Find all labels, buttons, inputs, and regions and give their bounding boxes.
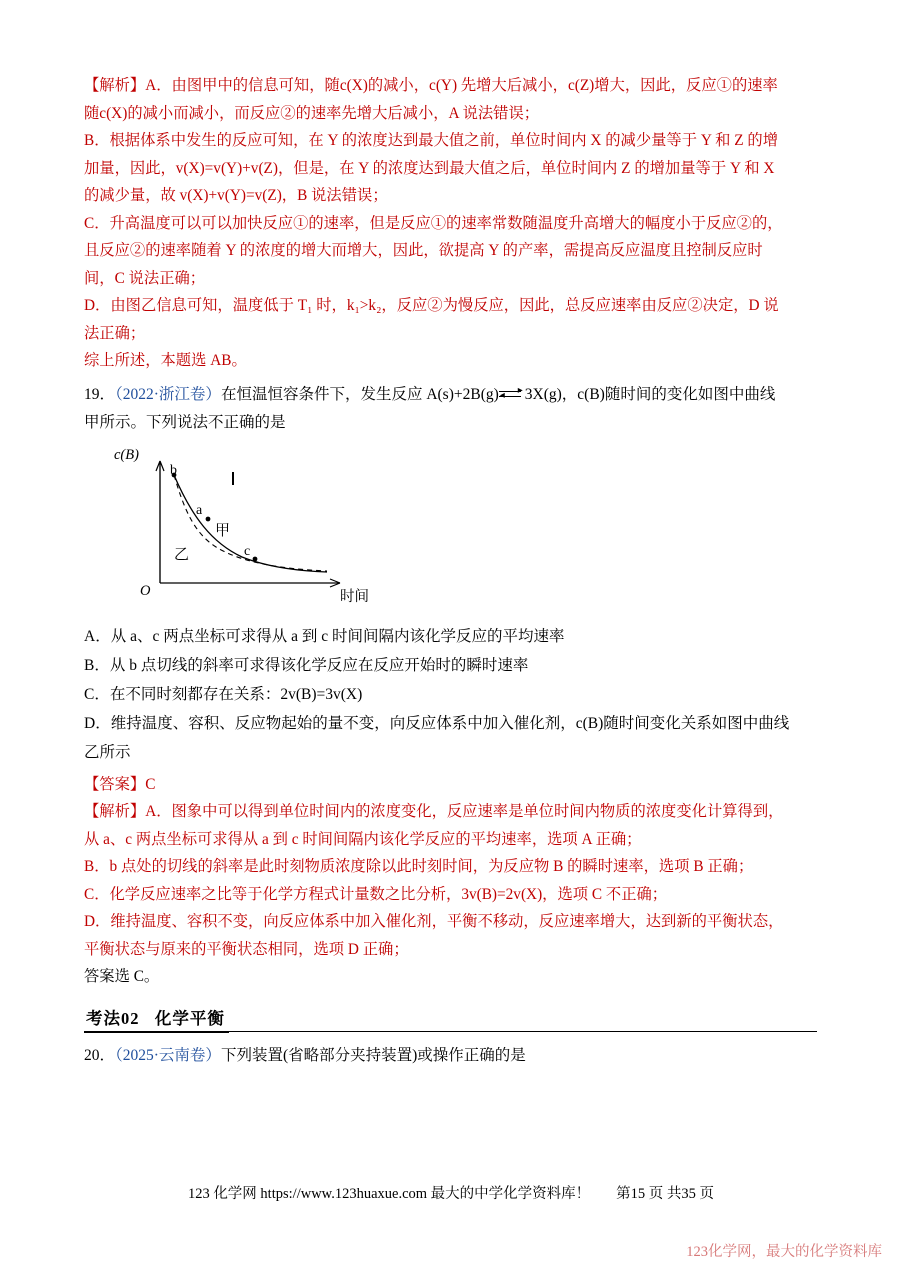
option-d: D．维持温度、容积、反应物起始的量不变，向反应体系中加入催化剂，c(B)随时间变化关系如图中曲线 [84,714,790,732]
curve-solid-label: 甲 [215,522,231,539]
analysis-text: A．图象中可以得到单位时间内的浓度变化，反应速率是单位时间内物质的浓度变化计算得到， [145,803,784,820]
answer-value: C [145,775,156,793]
analysis-line: D．维持温度、容积不变，向反应体系中加入催化剂，平衡不移动，反应速率增大，达到新的平衡状态， [84,913,784,930]
analysis-line: 的减少量，故 v(X)+v(Y)=v(Z)，B 说法错误； [84,187,388,204]
axis-label-x: 时间 [340,588,369,605]
point-a-label: a [196,502,203,518]
analysis-line: C．化学反应速率之比等于化学方程式计量数之比分析，3v(B)=2v(X)，选项 C 不正确； [84,885,668,903]
analysis-line: 平衡状态与原来的平衡状态相同，选项 D 正确； [84,940,409,958]
question-stem: 下列装置(省略部分夹持装置)或操作正确的是 [220,1046,526,1064]
analysis-line: B．b 点处的切线的斜率是此时刻物质浓度除以此时刻时间，为反应物 B 的瞬时速率，选项 B 正确； [84,858,754,875]
text-cursor [232,472,234,485]
analysis-line: 加量，因此，v(X)=v(Y)+v(Z)，但是，在 Y 的浓度达到最大值之后，单位时间内 Z 的增加量等于 Y 和 X [84,159,775,177]
point-b-label: b [170,462,177,478]
analysis-line: 综上所述，本题选 AB。 [84,352,247,369]
footer-site: 123 化学网 https://www.123huaxue.com [187,1186,428,1202]
option-a: A．从 a、c 两点坐标可求得从 a 到 c 时间间隔内该化学反应的平均速率 [84,627,565,645]
figure-concentration-vs-time [112,447,412,612]
question-number: 19． [84,385,116,403]
question-19-stem-line2: 甲所示。下列说法不正确的是 [84,413,286,431]
point-c-label: c [244,543,251,559]
section-label: 考法02 [86,1008,140,1028]
option-d-cont: 乙所示 [84,743,131,761]
answer-tag: 【答案】 [84,775,146,793]
question-stem-b: 3X(g)，c(B)随时间的变化如图中曲线 [524,385,776,403]
question-source: （2025·云南卷） [115,1046,221,1064]
analysis-line: 随c(X)的减小而减小，而反应②的速率先增大后减小，A 说法错误； [84,104,540,122]
section-header [84,991,818,1032]
analysis-line [84,798,818,826]
section-label-title [84,1005,229,1033]
axis-label-y: c(B) [114,446,139,463]
analysis-text: A．由图甲中的信息可知，随c(X)的减小，c(Y) 先增大后减小，c(Z)增大，因此，反应①的速率 [145,77,778,94]
axis-origin-label: O [140,582,151,599]
analysis-line [84,72,818,100]
question-20-stem [84,1042,818,1070]
analysis-line: 法正确； [84,324,146,342]
analysis-line: 从 a、c 两点坐标可求得从 a 到 c 时间间隔内该化学反应的平均速率，选项 A 正确； [84,830,642,848]
equilibrium-arrow-icon: ▸ ◂ [499,384,523,401]
section-title: 化学平衡 [154,1008,225,1028]
footer-page: 第15 页 共35 页 [616,1186,715,1202]
watermark: 123化学网，最大的化学资料库 [686,1244,882,1260]
analysis-block-previous [84,72,818,375]
answer-block-19 [84,771,818,991]
footer-slogan: 最大的中学化学资料库！ [430,1186,591,1202]
question-stem-a: 在恒温恒容条件下，发生反应 A(s)+2B(g) [220,385,499,403]
question-19-options [84,622,818,767]
question-19 [84,381,818,437]
analysis-line: 答案选 C。 [84,968,160,985]
page-footer [0,1182,902,1203]
option-c: C．在不同时刻都存在关系：2v(B)=3v(X) [84,685,363,703]
question-20 [84,1042,818,1070]
answer-line [84,771,818,799]
question-number: 20． [84,1046,116,1064]
analysis-line: 且反应②的速率随着 Y 的浓度的增大而增大，因此，欲提高 Y 的产率，需提高反应温度且控制反应时 [84,242,763,259]
analysis-line: C．升高温度可以可以加快反应①的速率，但是反应①的速率常数随温度升高增大的幅度小于反应②的， [84,214,783,232]
analysis-line: 间，C 说法正确； [84,269,206,287]
option-b: B．从 b 点切线的斜率可求得该化学反应在反应开始时的瞬时速率 [84,656,529,674]
analysis-line: D．由图乙信息可知，温度低于 T₁ 时，k₁>k₂，反应②为慢反应，因此，总反应速率由反应②决定，D 说 [84,297,779,314]
question-source: （2022·浙江卷） [115,385,221,403]
analysis-line: B．根据体系中发生的反应可知，在 Y 的浓度达到最大值之前，单位时间内 X 的减少量等于 Y 和 Z 的增 [84,132,779,149]
analysis-tag: 【解析】 [84,803,146,820]
curve-dashed-label: 乙 [174,546,190,563]
question-19-stem [84,381,818,409]
analysis-tag: 【解析】 [84,77,146,94]
